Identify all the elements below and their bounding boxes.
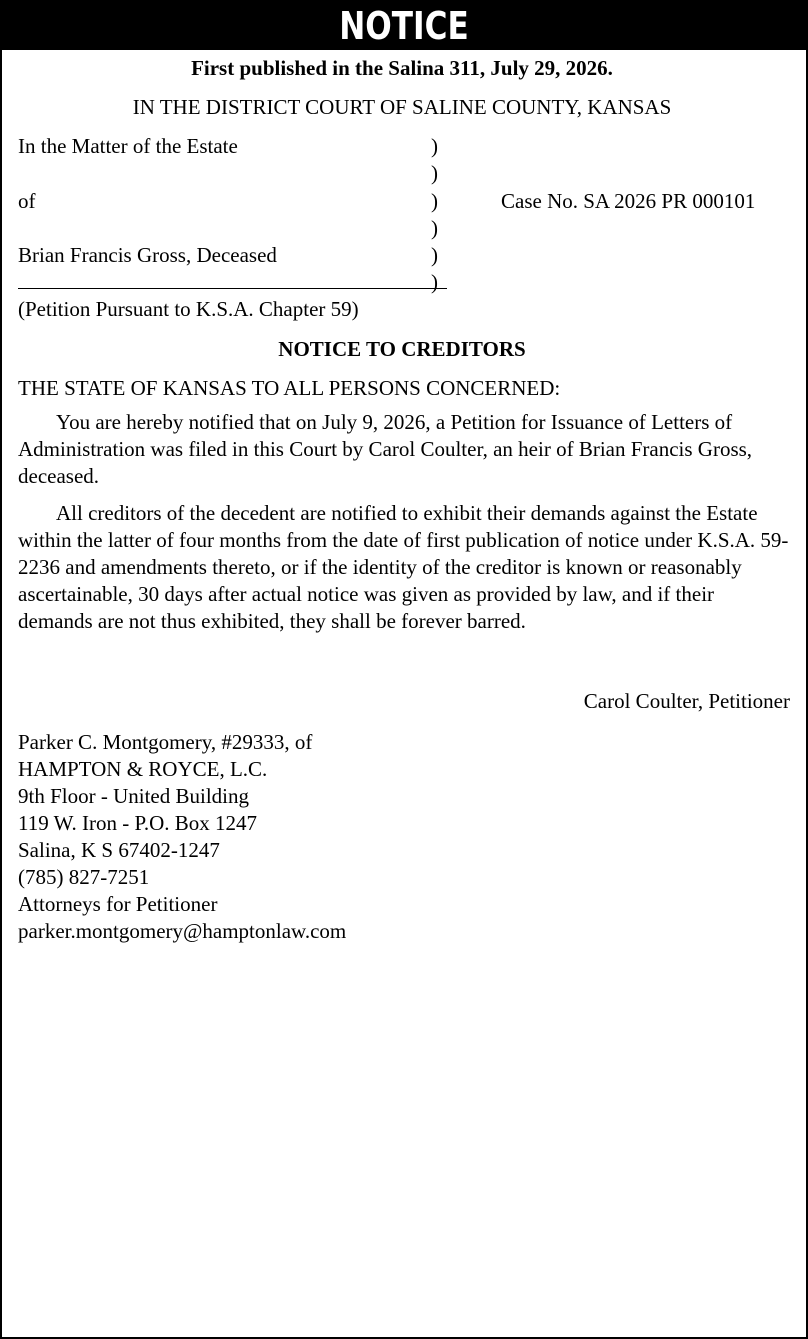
attorney-firm: HAMPTON & ROYCE, L.C. bbox=[18, 757, 268, 781]
caption-paren: ) bbox=[431, 216, 438, 240]
attorney-address-street: 119 W. Iron - P.O. Box 1247 bbox=[18, 811, 257, 835]
caption-paren: ) bbox=[431, 134, 438, 158]
caption-decedent: Brian Francis Gross, Deceased bbox=[18, 243, 277, 267]
caption-paren: ) bbox=[431, 270, 438, 294]
petition-reference: (Petition Pursuant to K.S.A. Chapter 59) bbox=[18, 297, 359, 321]
caption-paren: ) bbox=[431, 189, 438, 213]
notice-banner bbox=[2, 2, 806, 50]
attorney-role: Attorneys for Petitioner bbox=[18, 892, 218, 916]
caption-paren: ) bbox=[431, 243, 438, 267]
attorney-address-floor: 9th Floor - United Building bbox=[18, 784, 249, 808]
attorney-email: parker.montgomery@hamptonlaw.com bbox=[18, 919, 347, 943]
notice-paragraph-1: You are hereby notified that on July 9, 2026, a Petition for Issuance of Letters of Administration was filed in this Court by Carol Coulter, an heir of Brian Francis Gross, deceased. bbox=[18, 410, 753, 488]
publication-line: First published in the Salina 311, July 29, 2026. bbox=[191, 56, 613, 80]
notice-salutation: THE STATE OF KANSAS TO ALL PERSONS CONCERNED: bbox=[18, 376, 561, 400]
notice-paragraph-2: All creditors of the decedent are notified to exhibit their demands against the Estate within the latter of four months from the date of first publication of notice under K.S.A. 59-2236 and amendments thereto, or if the identity of the creditor is known or reasonably ascertainable, 30 days after actual notice was given as provided by law, and if their demands are not thus exhibited, they shall be forever barred. bbox=[18, 501, 789, 633]
notice-banner-title: NOTICE bbox=[339, 4, 469, 48]
attorney-block bbox=[18, 729, 346, 945]
notice-heading: NOTICE TO CREDITORS bbox=[278, 337, 526, 361]
attorney-address-city: Salina, K S 67402-1247 bbox=[18, 838, 220, 862]
caption-underline bbox=[18, 288, 447, 289]
case-number: Case No. SA 2026 PR 000101 bbox=[501, 189, 756, 213]
attorney-name: Parker C. Montgomery, #29333, of bbox=[18, 730, 313, 754]
caption-paren: ) bbox=[431, 161, 438, 185]
attorney-phone: (785) 827-7251 bbox=[18, 865, 150, 889]
petitioner-signature: Carol Coulter, Petitioner bbox=[583, 689, 790, 713]
caption-of: of bbox=[18, 189, 36, 213]
court-heading: IN THE DISTRICT COURT OF SALINE COUNTY, KANSAS bbox=[132, 95, 672, 119]
caption-matter: In the Matter of the Estate bbox=[18, 134, 238, 158]
